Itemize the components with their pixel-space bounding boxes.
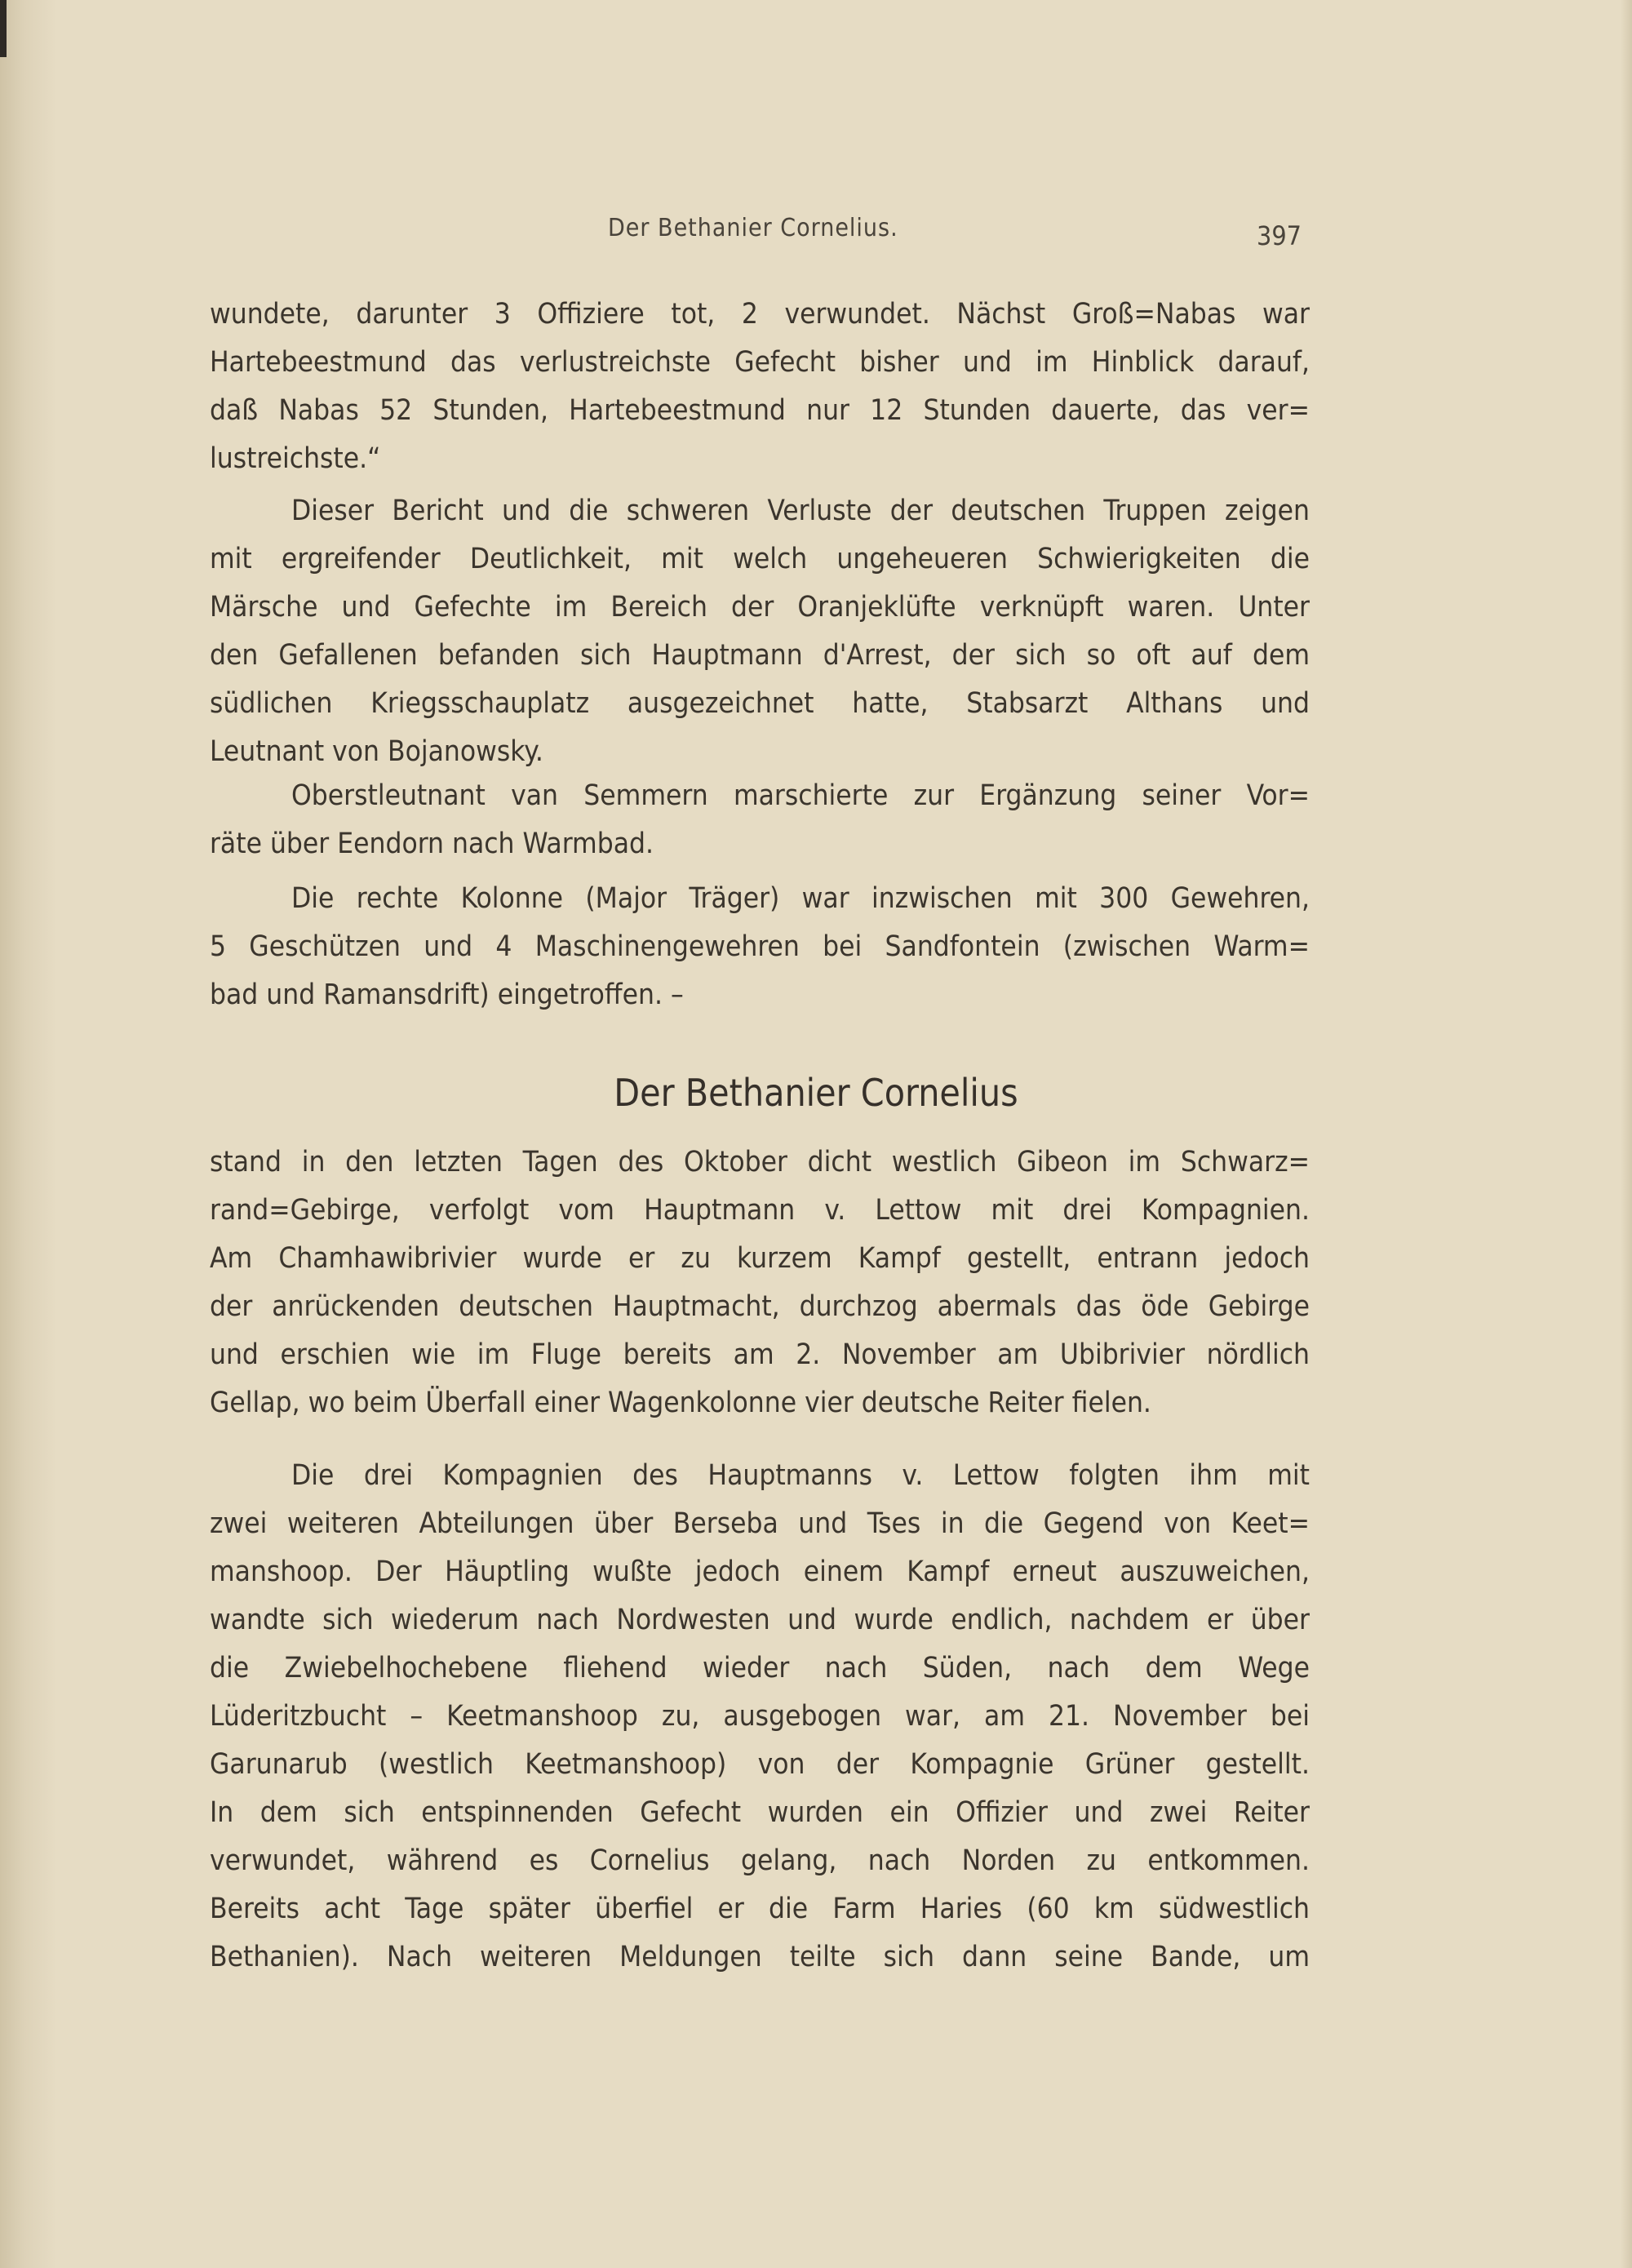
text-line: manshoop. Der Häuptling wußte jedoch einem Kampf erneut auszuweichen,: [210, 1556, 1310, 1588]
text-line: den Gefallenen befanden sich Hauptmann d'Arrest, der sich so oft auf dem: [210, 639, 1310, 672]
text-line: 5 Geschützen und 4 Maschinengewehren bei Sandfontein (zwischen Warm=: [210, 930, 1310, 963]
text-line: daß Nabas 52 Stunden, Hartebeestmund nur 12 Stunden dauerte, das ver=: [210, 394, 1310, 427]
text-line: wundete, darunter 3 Offiziere tot, 2 verwundet. Nächst Groß=Nabas war: [210, 298, 1310, 331]
text-line: Leutnant von Bojanowsky.: [210, 735, 543, 768]
book-binding-shadow: [0, 0, 57, 2268]
running-head: Der Bethanier Cornelius.: [608, 214, 898, 242]
paragraph: [210, 291, 1310, 483]
text-line: Garunarub (westlich Keetmanshoop) von der Kompagnie Grüner gestellt.: [210, 1748, 1310, 1781]
paragraph: [210, 1138, 1310, 1427]
text-line: Lüderitzbucht – Keetmanshoop zu, ausgebogen war, am 21. November bei: [210, 1700, 1310, 1733]
text-line: verwundet, während es Cornelius gelang, nach Norden zu entkommen.: [210, 1844, 1310, 1877]
text-line: Bethanien). Nach weiteren Meldungen teilte sich dann seine Bande, um: [210, 1941, 1310, 1973]
text-line: wandte sich wiederum nach Nordwesten und wurde endlich, nachdem er über: [210, 1604, 1310, 1636]
text-line: stand in den letzten Tagen des Oktober dicht westlich Gibeon im Schwarz=: [210, 1146, 1310, 1178]
page-edge-shadow: [1621, 0, 1632, 2268]
text-line: lustreichste.“: [210, 442, 381, 475]
text-line: der anrückenden deutschen Hauptmacht, durchzog abermals das öde Gebirge: [210, 1290, 1310, 1323]
text-line: Die rechte Kolonne (Major Träger) war inzwischen mit 300 Gewehren,: [291, 882, 1310, 915]
text-line: bad und Ramansdrift) eingetroffen. –: [210, 979, 684, 1011]
paragraph: [210, 487, 1310, 776]
text-line: Bereits acht Tage später überfiel er die Farm Haries (60 km südwestlich: [210, 1893, 1310, 1925]
paragraph: [210, 875, 1310, 1019]
text-line: südlichen Kriegsschauplatz ausgezeichnet hatte, Stabsarzt Althans und: [210, 687, 1310, 720]
text-line: räte über Eendorn nach Warmbad.: [210, 828, 654, 860]
text-line: Oberstleutnant van Semmern marschierte zur Ergänzung seiner Vor=: [291, 779, 1310, 812]
binding-edge: [0, 0, 7, 57]
paragraph: [210, 1452, 1310, 1982]
text-line: die Zwiebelhochebene fliehend wieder nach Süden, nach dem Wege: [210, 1652, 1310, 1684]
text-line: zwei weiteren Abteilungen über Berseba und Tses in die Gegend von Keet=: [210, 1507, 1310, 1540]
paragraph: [210, 772, 1310, 868]
text-line: Dieser Bericht und die schweren Verluste der deutschen Truppen zeigen: [291, 495, 1310, 527]
text-line: Hartebeestmund das verlustreichste Gefecht bisher und im Hinblick darauf,: [210, 346, 1310, 379]
text-line: Am Chamhawibrivier wurde er zu kurzem Kampf gestellt, entrann jedoch: [210, 1242, 1310, 1275]
text-line: Die drei Kompagnien des Hauptmanns v. Lettow folgten ihm mit: [291, 1459, 1310, 1492]
text-line: mit ergreifender Deutlichkeit, mit welch ungeheueren Schwierigkeiten die: [210, 543, 1310, 575]
page-number: 397: [1257, 220, 1302, 251]
text-line: Gellap, wo beim Überfall einer Wagenkolonne vier deutsche Reiter fielen.: [210, 1387, 1151, 1419]
section-heading: Der Bethanier Cornelius: [614, 1071, 1018, 1115]
text-line: Märsche und Gefechte im Bereich der Oranjeklüfte verknüpft waren. Unter: [210, 591, 1310, 624]
text-line: rand=Gebirge, verfolgt vom Hauptmann v. Lettow mit drei Kompagnien.: [210, 1194, 1310, 1227]
text-line: und erschien wie im Fluge bereits am 2. November am Ubibrivier nördlich: [210, 1338, 1310, 1371]
text-line: In dem sich entspinnenden Gefecht wurden ein Offizier und zwei Reiter: [210, 1796, 1310, 1829]
